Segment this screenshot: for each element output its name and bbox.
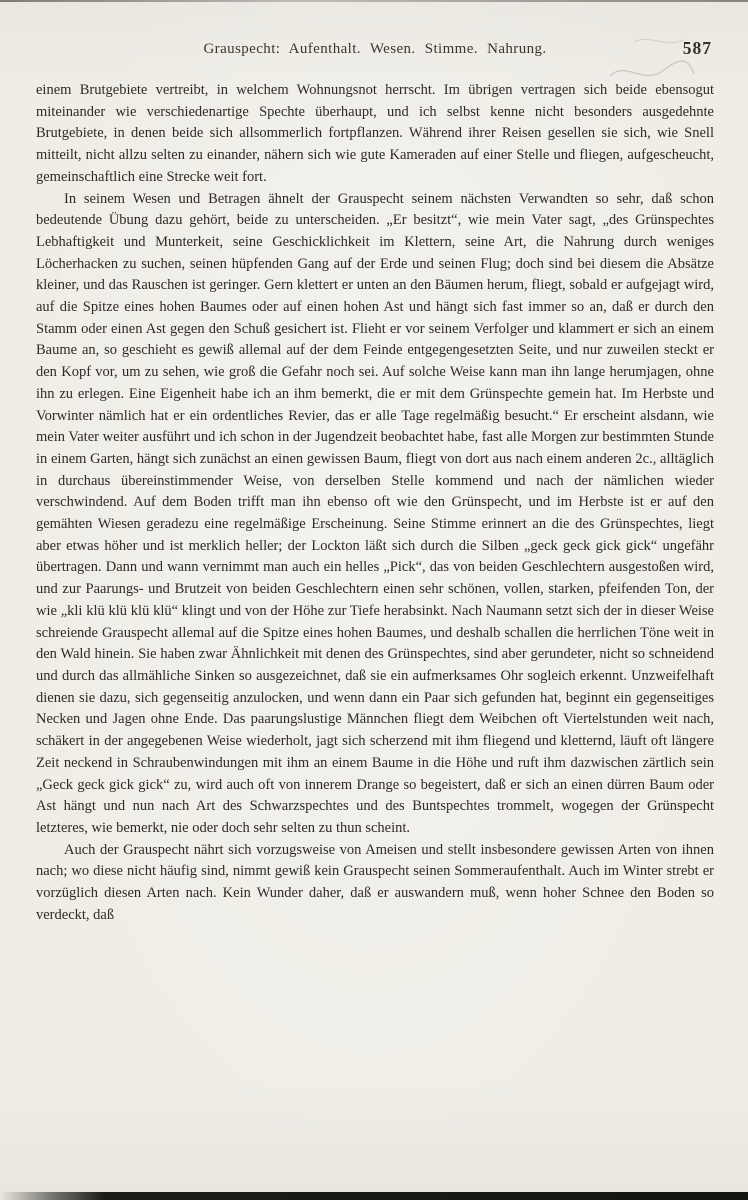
- paragraph-nahrung: Auch der Grauspecht nährt sich vorzugsweise von Ameisen und stellt insbesondere gewissen Arten von ihnen nach; wo diese nicht häufig sind, nimmt gewiß kein Grauspecht seinen Sommeraufenthalt. Auch im Winter strebt er vorzüglich diesen Arten nach. Kein Wunder daher, daß er auswandern muß, wenn hoher Schnee den Boden so verdeckt, daß: [36, 841, 714, 923]
- running-head-title: Grauspecht: Aufenthalt. Wesen. Stimme. Nahrung.: [203, 41, 547, 57]
- scan-edge-bottom: [0, 1192, 748, 1200]
- body-text: [36, 80, 714, 926]
- scan-edge-top: [0, 0, 748, 2]
- page-number: 587: [682, 38, 712, 58]
- running-head: [36, 38, 714, 63]
- paragraph-continuation: einem Brutgebiete vertreibt, in welchem Wohnungsnot herrscht. Im übrigen vertragen sich beide ebensogut miteinander wie verschiedenartige Spechte überhaupt, und ich selbst kenne nicht besonders ausgedehnte Brutgebiete, in denen beide sich allsommerlich fortpflanzen. Während ihrer Reisen gesellen sie sich, wie Snell mitteilt, nicht allzu selten zu einander, nähern sich wie gute Kameraden auf einer Stelle und fliegen, aufgescheucht, gemeinschaftlich eine Strecke weit fort.: [36, 82, 714, 185]
- paragraph-wesen-stimme: In seinem Wesen und Betragen ähnelt der Grauspecht seinem nächsten Verwandten so sehr, daß schon bedeutende Übung dazu gehört, beide zu unterscheiden. „Er besitzt“, wie mein Vater sagt, „des Grünspechtes Lebhaftigkeit und Munterkeit, seine Geschicklichkeit im Klettern, seine Art, die Nahrung durch weniges Löcherhacken zu suchen, seinen hüpfenden Gang auf der Erde und seinen Flug; doch sind bei diesem die Absätze kleiner, und das Rauschen ist geringer. Gern klettert er unten an den Bäumen herum, fliegt, sobald er aufgejagt wird, auf die Spitze eines hohen Baumes oder auf einen hohen Ast und hängt sich fast immer so an, daß er durch den Stamm oder einen Ast gegen den Schuß gesichert ist. Flieht er vor seinem Verfolger und klammert er sich an einem Baume an, so geschieht es gewiß allemal auf der dem Feinde entgegengesetzten Seite, und nur zuweilen steckt er den Kopf vor, um zu sehen, wie groß die Gefahr noch sei. Auf solche Weise kann man ihn lange herumjagen, ohne ihn zu erlegen. Eine Eigenheit habe ich an ihm bemerkt, die er mit dem Grünspechte gemein hat. Im Herbste und Vorwinter nämlich hat er ein ordentliches Revier, das er alle Tage regelmäßig besucht.“ Er erscheint alsdann, wie mein Vater weiter ausführt und ich schon in der Jugendzeit beobachtet habe, fast alle Morgen zur bestimmten Stunde in einem Garten, hängt sich zunächst an einen gewissen Baum, fliegt von dort aus nach einem anderen 2c., alltäglich in durchaus übereinstimmender Weise, von derselben Stelle kommend und nach der nämlichen wieder verschwindend. Auf dem Boden trifft man ihn ebenso oft wie den Grünspecht, und im Herbste ist er auf den gemähten Wiesen geradezu eine regelmäßige Erscheinung. Seine Stimme erinnert an die des Grünspechtes, liegt aber etwas höher und ist merklich heller; der Lockton läßt sich durch die Silben „geck geck gick gick“ ungefähr übertragen. Dann und wann vernimmt man auch ein helles „Pick“, das von beiden Geschlechtern ausgestoßen wird, und zur Paarungs- und Brutzeit von beiden Geschlechtern einen sehr schönen, vollen, starken, pfeifenden Ton, der wie „kli klü klü klü klü“ klingt und von der Höhe zur Tiefe herabsinkt. Nach Naumann setzt sich der in dieser Weise schreiende Grauspecht allemal auf die Spitze eines hohen Baumes, und deshalb schallen die herrlichen Töne weit in den Wald hinein. Sie haben zwar Ähnlichkeit mit denen des Grünspechtes, sind aber gerundeter, nicht so schneidend und durch das allmähliche Sinken so ausgezeichnet, daß sie ein aufmerksames Ohr sogleich erkennt. Unzweifelhaft dienen sie dazu, sich gegenseitig anzulocken, und wenn dann ein Paar sich gefunden hat, beginnt ein gegenseitiges Necken und Jagen ohne Ende. Das paarungslustige Männchen fliegt dem Weibchen oft Viertelstunden weit nach, schäkert in der angegebenen Weise wiederholt, jagt sich scherzend mit ihm fliegend und kletternd, läuft oft längere Zeit neckend in Schraubenwindungen mit ihm an einem Baume in die Höhe und ruft ihm dazwischen zärtlich sein „Geck geck gick gick“ zu, wird auch oft von innerem Drange so begeistert, daß er sich an einen dürren Baum oder Ast hängt und nun nach Art des Schwarzspechtes und des Buntspechtes trommelt, wogegen der Grünspecht letzteres, wie bemerkt, nie oder doch sehr selten zu thun scheint.: [36, 190, 714, 836]
